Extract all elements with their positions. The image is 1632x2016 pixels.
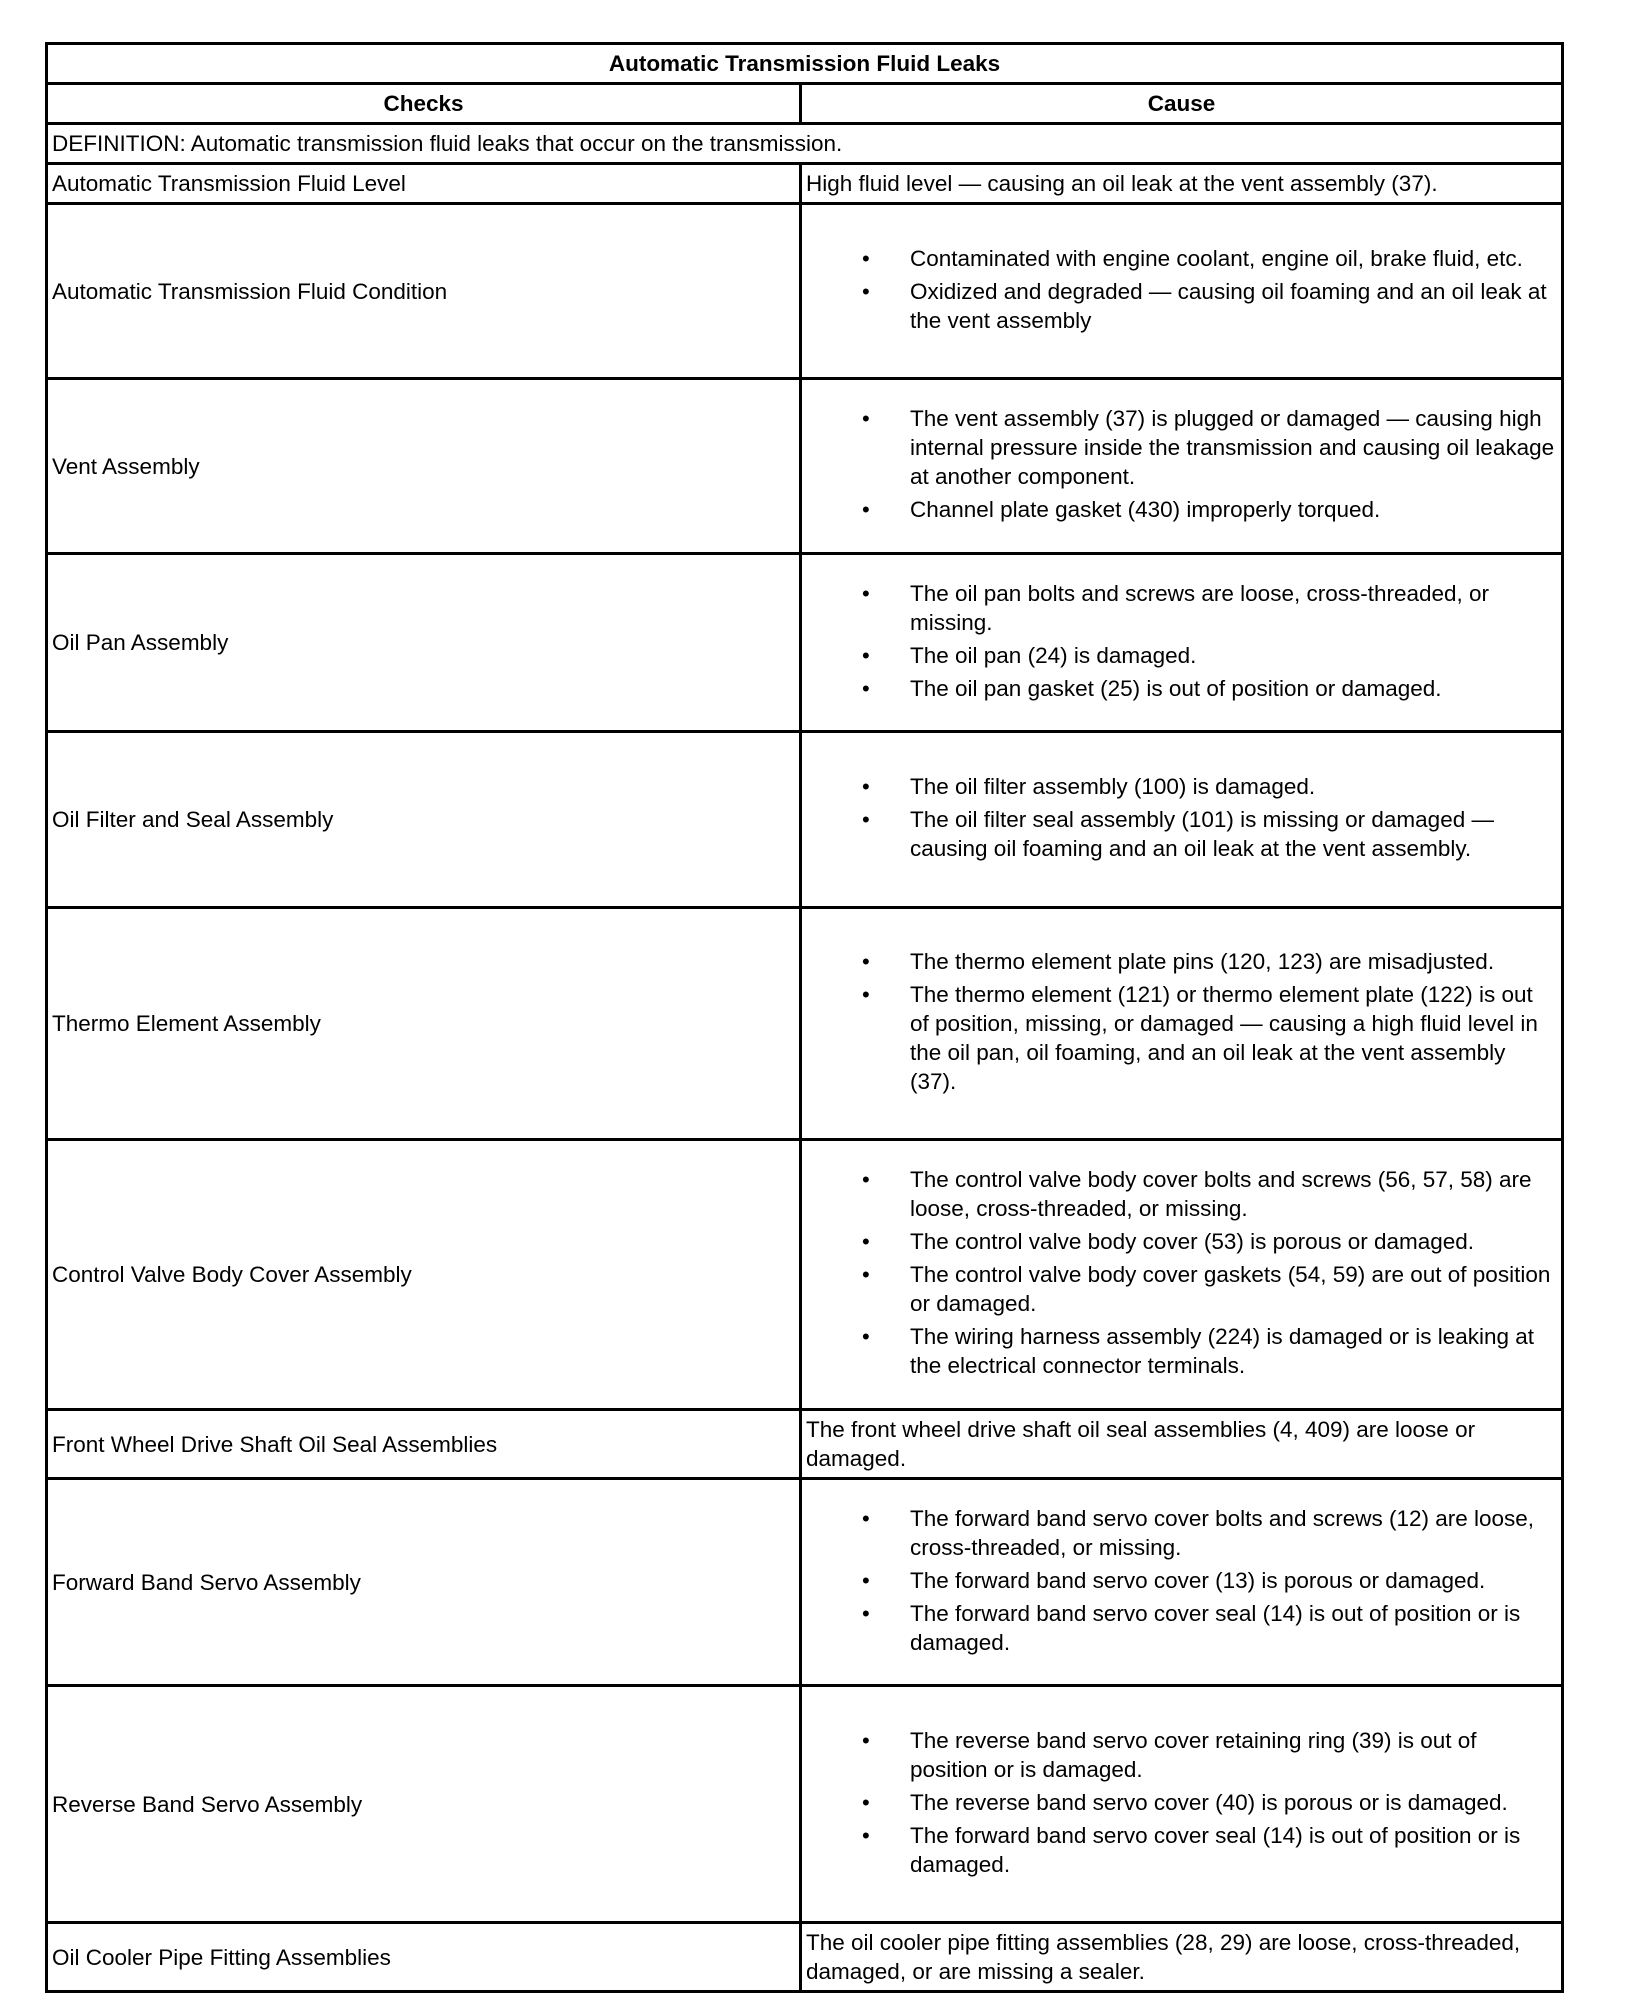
definition-text: DEFINITION: Automatic transmission fluid leaks that occur on the transmission. <box>47 124 1563 164</box>
table-row <box>47 204 1563 379</box>
check-cell: Front Wheel Drive Shaft Oil Seal Assemblies <box>47 1410 801 1479</box>
cause-item: • The control valve body cover gaskets (54, 59) are out of position or damaged. <box>806 1260 1557 1318</box>
check-cell: Reverse Band Servo Assembly <box>47 1686 801 1923</box>
cause-list <box>806 1165 1557 1380</box>
table-row <box>47 1923 1563 1992</box>
cause-cell <box>801 1686 1563 1923</box>
cause-cell <box>801 379 1563 554</box>
cause-item: • The oil pan gasket (25) is out of position or damaged. <box>806 674 1557 703</box>
cause-item: • The thermo element (121) or thermo element plate (122) is out of position, missing, or damaged — causing a high fluid level in the oil pan, oil foaming, and an oil leak at the vent assembly (37). <box>806 980 1557 1096</box>
definition-row <box>47 124 1563 164</box>
check-cell: Oil Pan Assembly <box>47 554 801 732</box>
check-cell: Oil Filter and Seal Assembly <box>47 732 801 908</box>
cause-cell <box>801 732 1563 908</box>
table-row <box>47 732 1563 908</box>
table-row <box>47 164 1563 204</box>
check-cell: Oil Cooler Pipe Fitting Assemblies <box>47 1923 801 1992</box>
cause-cell <box>801 1140 1563 1410</box>
cause-item: • Channel plate gasket (430) improperly torqued. <box>806 495 1557 524</box>
cause-item: • The oil filter assembly (100) is damaged. <box>806 772 1557 801</box>
cause-item: • The reverse band servo cover (40) is porous or is damaged. <box>806 1788 1557 1817</box>
check-cell: Control Valve Body Cover Assembly <box>47 1140 801 1410</box>
cause-item: • The forward band servo cover seal (14) is out of position or is damaged. <box>806 1599 1557 1657</box>
column-header-checks: Checks <box>47 84 801 124</box>
table-row <box>47 1410 1563 1479</box>
cause-list <box>806 1726 1557 1879</box>
cause-list <box>806 244 1557 335</box>
cause-item: • The vent assembly (37) is plugged or damaged — causing high internal pressure inside the transmission and causing oil leakage at another component. <box>806 404 1557 491</box>
cause-item: • The oil pan (24) is damaged. <box>806 641 1557 670</box>
check-cell: Forward Band Servo Assembly <box>47 1479 801 1686</box>
cause-item: • The reverse band servo cover retaining ring (39) is out of position or is damaged. <box>806 1726 1557 1784</box>
cause-item: • The control valve body cover (53) is porous or damaged. <box>806 1227 1557 1256</box>
check-cell: Vent Assembly <box>47 379 801 554</box>
cause-list <box>806 579 1557 703</box>
cause-item: • Oxidized and degraded — causing oil foaming and an oil leak at the vent assembly <box>806 277 1557 335</box>
cause-item: • The control valve body cover bolts and screws (56, 57, 58) are loose, cross-threaded, or missing. <box>806 1165 1557 1223</box>
cause-cell <box>801 204 1563 379</box>
check-cell: Automatic Transmission Fluid Level <box>47 164 801 204</box>
cause-cell: The front wheel drive shaft oil seal assemblies (4, 409) are loose or damaged. <box>801 1410 1563 1479</box>
cause-cell <box>801 1479 1563 1686</box>
table-row <box>47 1479 1563 1686</box>
cause-item: • The oil pan bolts and screws are loose, cross-threaded, or missing. <box>806 579 1557 637</box>
check-cell: Automatic Transmission Fluid Condition <box>47 204 801 379</box>
table-title: Automatic Transmission Fluid Leaks <box>47 44 1563 84</box>
fluid-leaks-table <box>45 42 1564 1993</box>
cause-cell: High fluid level — causing an oil leak at the vent assembly (37). <box>801 164 1563 204</box>
cause-item: • The forward band servo cover (13) is porous or damaged. <box>806 1566 1557 1595</box>
cause-item: • The wiring harness assembly (224) is damaged or is leaking at the electrical connector terminals. <box>806 1322 1557 1380</box>
cause-item: • The forward band servo cover seal (14) is out of position or is damaged. <box>806 1821 1557 1879</box>
table-row <box>47 379 1563 554</box>
table-row <box>47 554 1563 732</box>
cause-item: • The oil filter seal assembly (101) is missing or damaged — causing oil foaming and an oil leak at the vent assembly. <box>806 805 1557 863</box>
check-cell: Thermo Element Assembly <box>47 908 801 1140</box>
table-row <box>47 1686 1563 1923</box>
cause-list <box>806 772 1557 863</box>
column-header-cause: Cause <box>801 84 1563 124</box>
cause-list <box>806 404 1557 524</box>
cause-item: • The forward band servo cover bolts and screws (12) are loose, cross-threaded, or missing. <box>806 1504 1557 1562</box>
cause-list <box>806 947 1557 1096</box>
cause-cell: The oil cooler pipe fitting assemblies (28, 29) are loose, cross-threaded, damaged, or are missing a sealer. <box>801 1923 1563 1992</box>
cause-item: • Contaminated with engine coolant, engine oil, brake fluid, etc. <box>806 244 1557 273</box>
title-row <box>47 44 1563 84</box>
header-row <box>47 84 1563 124</box>
cause-item: • The thermo element plate pins (120, 123) are misadjusted. <box>806 947 1557 976</box>
cause-cell <box>801 554 1563 732</box>
table-row <box>47 1140 1563 1410</box>
cause-cell <box>801 908 1563 1140</box>
table-row <box>47 908 1563 1140</box>
cause-list <box>806 1504 1557 1657</box>
